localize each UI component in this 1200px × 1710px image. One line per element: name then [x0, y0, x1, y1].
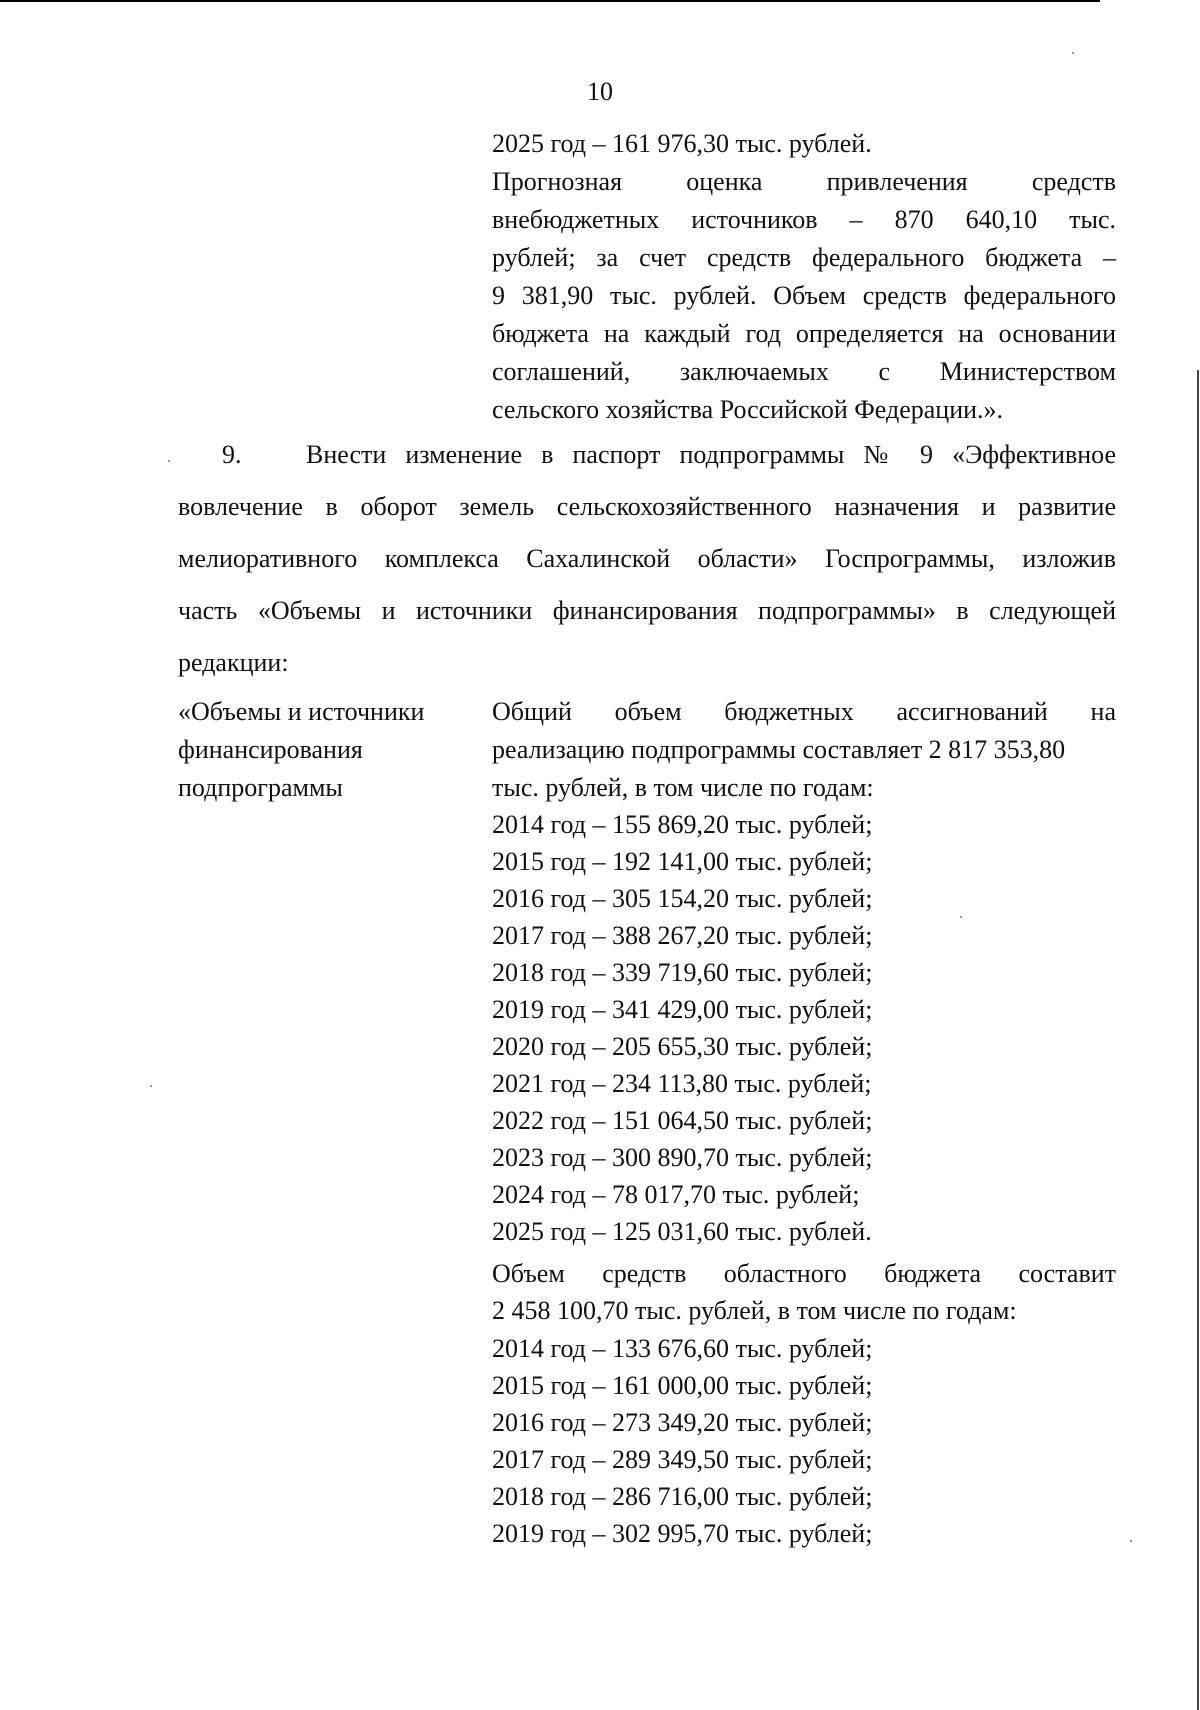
top-block-line: рублей; за счет средств федерального бюджета –	[492, 243, 1116, 272]
total-year-line: 2015 год – 192 141,00 тыс. рублей;	[492, 847, 873, 876]
scan-speck	[1130, 1540, 1132, 1542]
scan-right-edge-rule	[1197, 370, 1199, 1710]
top-block-line: Прогнозная оценка привлечения средств	[492, 167, 1116, 196]
scan-speck	[960, 916, 962, 918]
regional-year-line: 2016 год – 273 349,20 тыс. рублей;	[492, 1408, 873, 1437]
top-block-line: внебюджетных источников – 870 640,10 тыс.	[492, 205, 1116, 234]
total-year-line: 2022 год – 151 064,50 тыс. рублей;	[492, 1106, 873, 1135]
regional-year-line: 2015 год – 161 000,00 тыс. рублей;	[492, 1371, 873, 1400]
passport-total-line: тыс. рублей, в том числе по годам:	[492, 773, 874, 802]
total-year-line: 2020 год – 205 655,30 тыс. рублей;	[492, 1032, 873, 1061]
page-number: 10	[587, 77, 613, 106]
total-year-line: 2017 год – 388 267,20 тыс. рублей;	[492, 921, 873, 950]
top-block-line: сельского хозяйства Российской Федерации.».	[492, 395, 1004, 424]
scan-speck	[168, 460, 170, 462]
passport-label-line: подпрограммы	[178, 773, 343, 802]
total-year-line: 2021 год – 234 113,80 тыс. рублей;	[492, 1069, 872, 1098]
total-year-line: 2016 год – 305 154,20 тыс. рублей;	[492, 884, 873, 913]
total-year-line: 2018 год – 339 719,60 тыс. рублей;	[492, 958, 873, 987]
total-year-line: 2014 год – 155 869,20 тыс. рублей;	[492, 810, 873, 839]
passport-total-line: реализацию подпрограммы составляет 2 817 353,80	[492, 735, 1066, 764]
passport-label-line: финансирования	[178, 735, 363, 764]
top-block-line: бюджета на каждый год определяется на основании	[492, 319, 1116, 348]
regional-year-line: 2017 год – 289 349,50 тыс. рублей;	[492, 1445, 873, 1474]
regional-year-line: 2019 год – 302 995,70 тыс. рублей;	[492, 1519, 873, 1548]
scan-top-edge-rule	[0, 0, 1100, 2]
top-block-line: 9 381,90 тыс. рублей. Объем средств федерального	[492, 281, 1116, 310]
total-year-line: 2023 год – 300 890,70 тыс. рублей;	[492, 1143, 873, 1172]
top-block-line: соглашений, заключаемых с Министерством	[492, 357, 1116, 386]
item-9-line: вовлечение в оборот земель сельскохозяйственного назначения и развитие	[178, 492, 1116, 521]
item-9-line: мелиоративного комплекса Сахалинской области» Госпрограммы, изложив	[178, 544, 1116, 573]
top-year-2025-line: 2025 год – 161 976,30 тыс. рублей.	[492, 129, 872, 158]
scan-speck	[150, 1085, 152, 1087]
item-9-first-line: Внести изменение в паспорт подпрограммы № 9 «Эффективное	[306, 440, 1116, 469]
total-year-line: 2019 год – 341 429,00 тыс. рублей;	[492, 995, 873, 1024]
passport-total-line: Общий объем бюджетных ассигнований на	[492, 697, 1116, 726]
item-9-line: часть «Объемы и источники финансирования подпрограммы» в следующей	[178, 596, 1116, 625]
passport-label-line: «Объемы и источники	[178, 697, 425, 726]
item-9-number: 9.	[222, 440, 242, 469]
regional-budget-line: Объем средств областного бюджета составит	[492, 1259, 1116, 1288]
total-year-line: 2024 год – 78 017,70 тыс. рублей;	[492, 1180, 860, 1209]
regional-year-line: 2018 год – 286 716,00 тыс. рублей;	[492, 1482, 873, 1511]
item-9-line: редакции:	[178, 648, 289, 677]
total-year-line: 2025 год – 125 031,60 тыс. рублей.	[492, 1217, 872, 1246]
regional-year-line: 2014 год – 133 676,60 тыс. рублей;	[492, 1334, 873, 1363]
regional-budget-line: 2 458 100,70 тыс. рублей, в том числе по годам:	[492, 1296, 1017, 1325]
scan-speck	[1072, 52, 1074, 54]
